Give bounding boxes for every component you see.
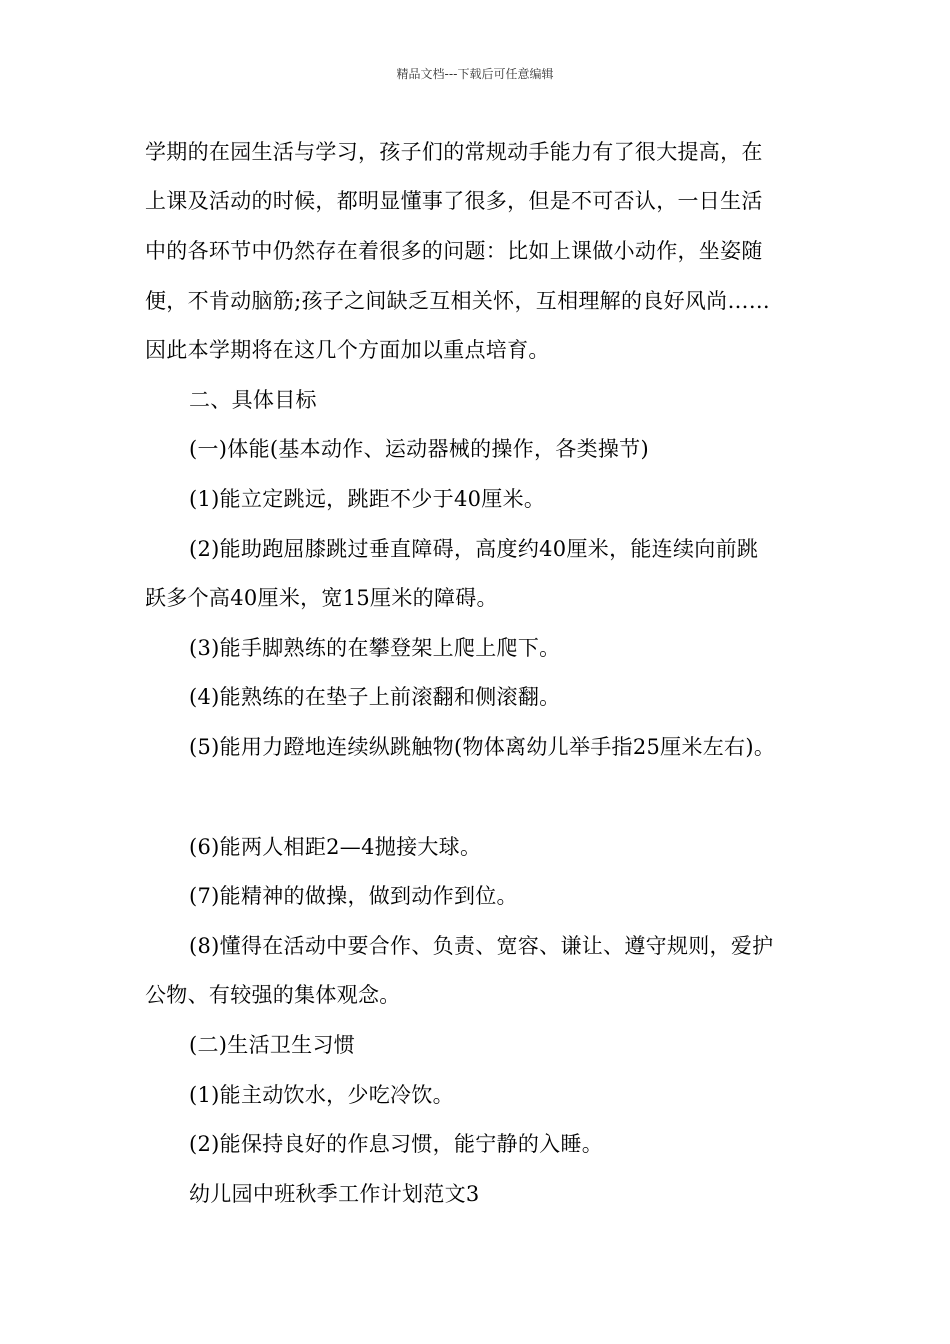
list-item: (2)能助跑屈膝跳过垂直障碍，高度约40厘米，能连续向前跳 (189, 537, 759, 561)
paragraph-line: 中的各环节中仍然存在着很多的问题：比如上课做小动作，坐姿随 (145, 239, 763, 263)
subsection-heading: (二)生活卫生习惯 (189, 1033, 356, 1057)
list-item-continuation: 跃多个高40厘米，宽15厘米的障碍。 (145, 586, 498, 610)
subsection-heading: (一)体能(基本动作、运动器械的操作，各类操节) (189, 437, 649, 461)
list-item: (8)懂得在活动中要合作、负责、宽容、谦让、遵守规则，爱护 (189, 934, 774, 958)
list-item-continuation: 公物、有较强的集体观念。 (145, 983, 401, 1007)
list-item: (1)能主动饮水，少吃冷饮。 (189, 1083, 454, 1107)
paragraph-line: 上课及活动的时候，都明显懂事了很多，但是不可否认，一日生活 (145, 189, 763, 213)
section-heading: 二、具体目标 (189, 388, 317, 412)
paragraph-line: 便，不肯动脑筋;孩子之间缺乏互相关怀，互相理解的良好风尚…… (145, 289, 771, 313)
list-item: (6)能两人相距2—4抛接大球。 (189, 835, 482, 859)
list-item: (7)能精神的做操，做到动作到位。 (189, 884, 518, 908)
list-item: (5)能用力蹬地连续纵跳触物(物体离幼儿举手指25厘米左右)。 (189, 735, 776, 759)
paragraph-line: 学期的在园生活与学习，孩子们的常规动手能力有了很大提高，在 (145, 140, 763, 164)
list-item: (1)能立定跳远，跳距不少于40厘米。 (189, 487, 546, 511)
list-item: (4)能熟练的在垫子上前滚翻和侧滚翻。 (189, 685, 561, 709)
document-title: 幼儿园中班秋季工作计划范文3 (189, 1182, 480, 1206)
page-header: 精品文档---下载后可任意编辑 (396, 67, 554, 81)
list-item: (3)能手脚熟练的在攀登架上爬上爬下。 (189, 636, 561, 660)
list-item: (2)能保持良好的作息习惯，能宁静的入睡。 (189, 1132, 604, 1156)
paragraph-line: 因此本学期将在这几个方面加以重点培育。 (145, 338, 550, 362)
